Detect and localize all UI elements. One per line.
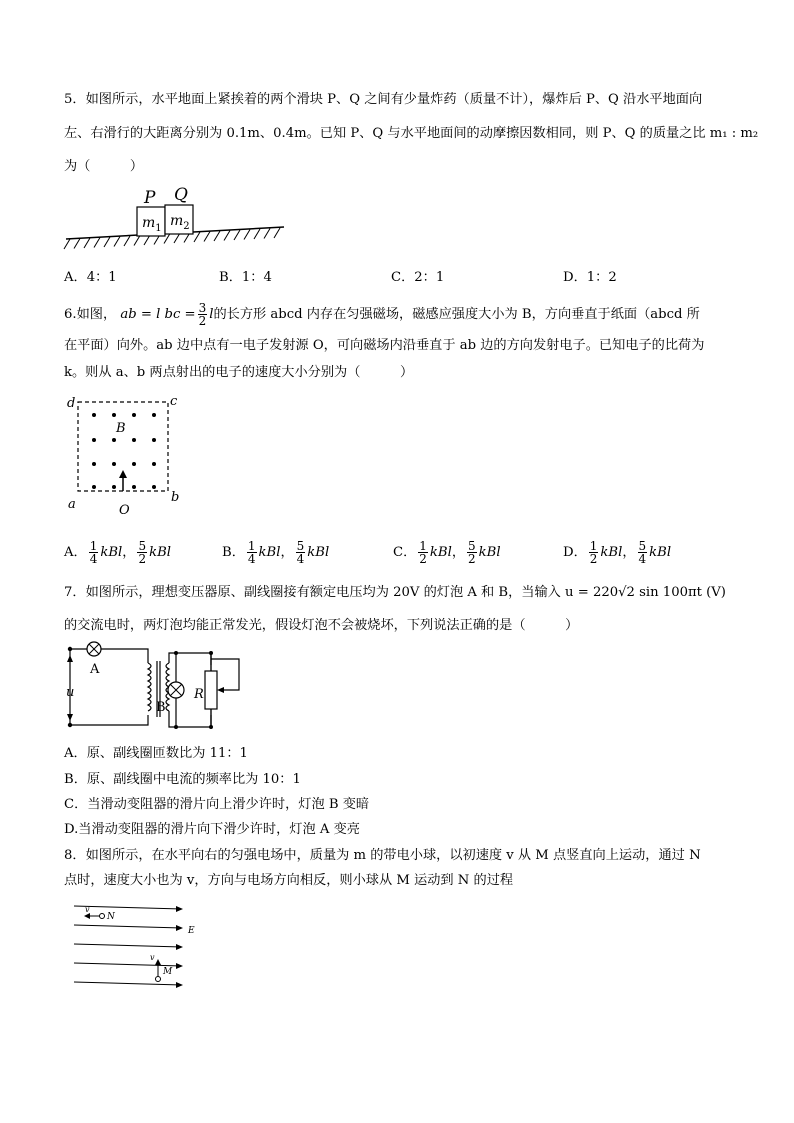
q7-line-2: 的交流电时，两灯泡均能正常发光，假设灯泡不会被烧坏，下列说法正确的是（ ） [64,618,579,633]
label-v-bottom: v [150,953,155,962]
q8-line-1: 8．如图所示，在水平向右的匀强电场中，质量为 m 的带电小球，以初速度 v 从 M 点竖直向上运动，通过 N [64,848,701,863]
label-p: P [144,188,156,208]
rheostat-r [205,671,217,709]
label-q: Q [174,185,188,205]
label-m: M [163,967,173,977]
label-d: d [67,396,76,411]
q5-option-a: A．4：1 [64,270,117,285]
q6-line-1: 6.如图， ab = l bc = $\frac{3}{2}$ l的长方形 abcd 内存在匀强磁场，磁感应强度大小为 B，方向垂直于纸面（abcd 所 [64,301,700,328]
q6-line-3: k。则从 a、b 两点射出的电子的速度大小分别为（ ） [64,365,414,380]
q5-option-c: C．2：1 [391,270,445,285]
q6-option-b: B． $\frac{1}{4}$ kBl， $\frac{5}{4}$ kBl [222,539,330,566]
label-lamp-b: B [156,700,166,715]
label-b-field: B [116,421,126,436]
label-m1: $m_1$ [142,215,162,234]
label-c: c [170,394,178,409]
q7-option-c: C．当滑动变阻器的滑片向上滑少许时，灯泡 B 变暗 [64,797,370,812]
label-n: N [107,912,115,922]
q5-line-1: 5．如图所示，水平地面上紧挨着的两个滑块 P、Q 之间有少量炸药（质量不计），爆炸后 P、Q 沿水平地面向 [64,92,703,107]
q5-line-2: 左、右滑行的大距离分别为 0.1m、0.4m。已知 P、Q 与水平地面间的动摩擦因数相同，则 P、Q 的质量之比 m₁ : m₂ [64,126,759,141]
label-u: u [66,685,75,700]
label-r: R [194,687,204,702]
q7-option-a: A．原、副线圈匝数比为 11：1 [64,746,248,761]
q5-option-d: D．1：2 [563,270,617,285]
label-lamp-a: A [90,662,100,677]
q6-line-2: 在平面）向外。ab 边中点有一电子发射源 O，可向磁场内沿垂直于 ab 边的方向发射电子。已知电子的比荷为 [64,338,705,353]
q6-option-a: A． $\frac{1}{4}$ kBl， $\frac{5}{2}$ kBl [64,539,171,566]
label-b: b [171,490,180,505]
q6-figure-magnetic-field [64,392,194,522]
q5-line-3: 为（ ） [64,159,144,174]
q8-line-2: 点时，速度大小也为 v，方向与电场方向相反，则小球从 M 运动到 N 的过程 [64,873,514,888]
q7-figure-transformer-circuit [64,643,249,738]
label-a: a [68,497,76,512]
label-o: O [119,503,130,518]
q8-figure-electric-field [72,898,202,993]
q7-line-1: 7．如图所示，理想变压器原、副线圈接有额定电压均为 20V 的灯泡 A 和 B，当输入 u = 220√2 sin 100πt (V) [64,585,726,600]
q7-option-b: B．原、副线圈中电流的频率比为 10：1 [64,772,301,787]
q6-fraction: $\frac{3}{2}$ [198,301,207,328]
label-e: E [188,926,195,936]
q5-option-b: B．1：4 [219,270,272,285]
q7-option-d: D.当滑动变阻器的滑片向下滑少许时，灯泡 A 变亮 [64,822,360,837]
label-v-top: v [85,905,90,914]
q6-option-c: C． $\frac{1}{2}$ kBl， $\frac{5}{2}$ kBl [393,539,501,566]
label-m2: $m_2$ [170,213,190,232]
q5-figure-sliders [64,185,294,260]
q6-option-d: D． $\frac{1}{2}$ kBl， $\frac{5}{4}$ kBl [563,539,672,566]
